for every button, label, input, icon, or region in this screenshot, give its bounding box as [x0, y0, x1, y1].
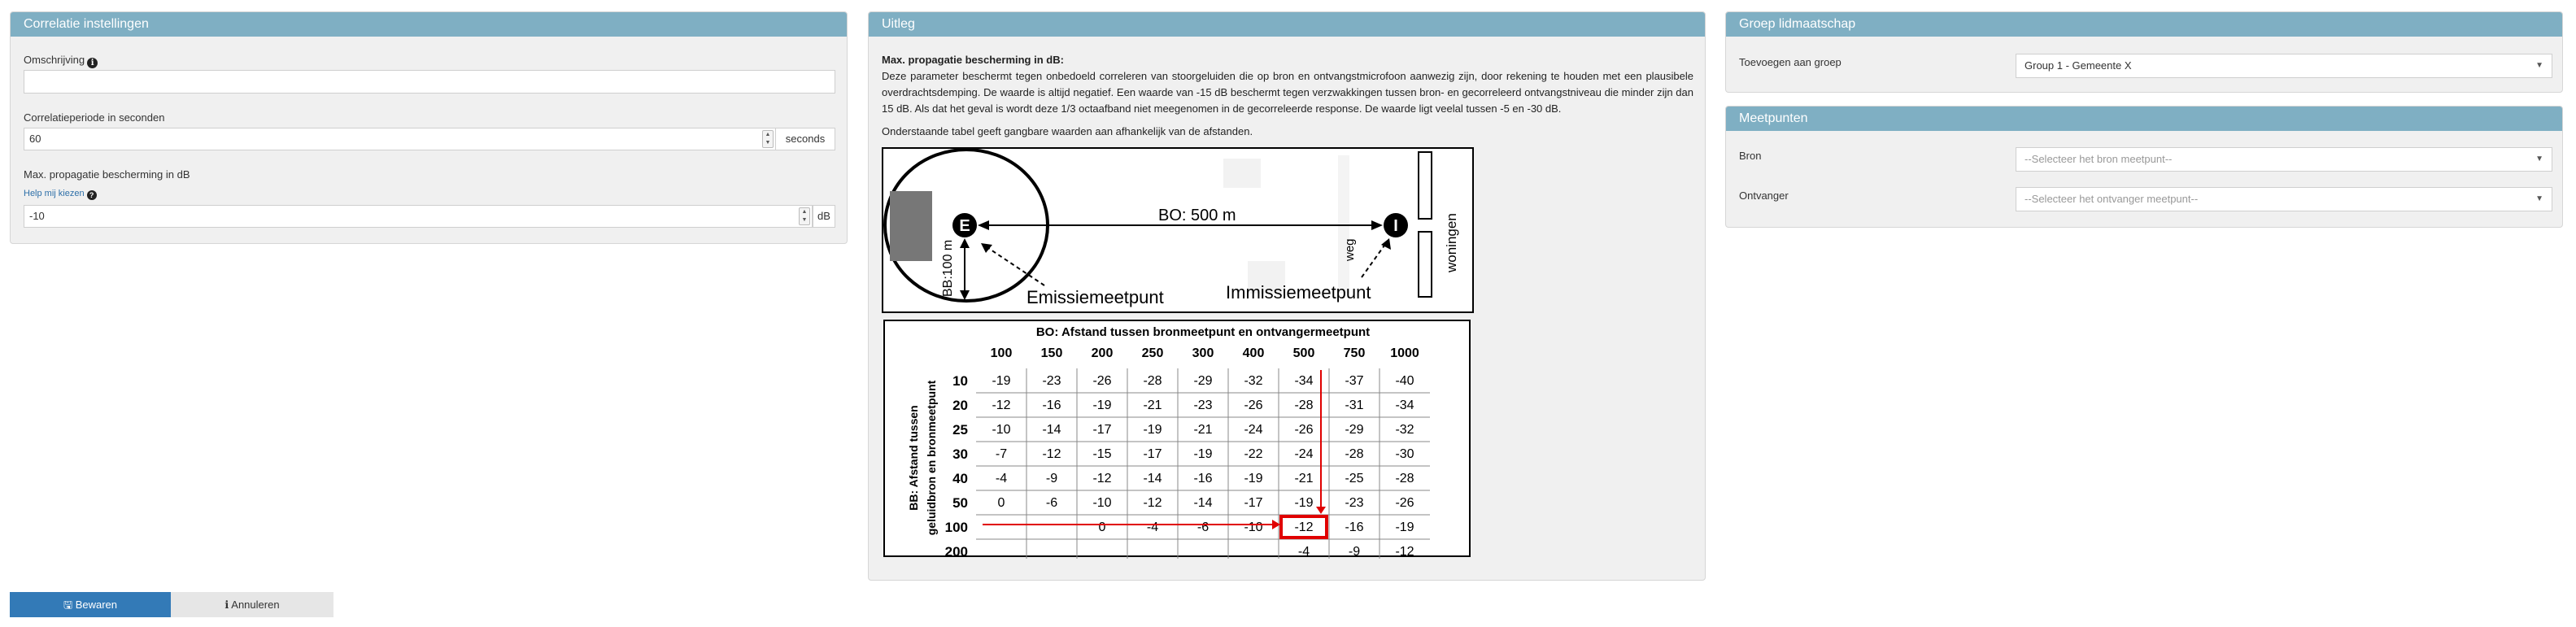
- help-link[interactable]: [24, 189, 97, 200]
- table-cell: -9: [1348, 545, 1361, 559]
- bron-select[interactable]: [2016, 147, 2552, 172]
- immissie-label: Immissiemeetpunt: [1226, 282, 1371, 303]
- table-cell: -34: [1395, 398, 1414, 412]
- table-cell: -16: [1193, 472, 1213, 485]
- table-cell: -26: [1244, 398, 1263, 412]
- table-cell: -23: [1042, 374, 1061, 388]
- row-header: 200: [944, 544, 968, 559]
- table-cell: -25: [1345, 472, 1364, 485]
- table-cell: -4: [1146, 520, 1159, 534]
- table-cell: -12: [1092, 472, 1112, 485]
- table-cell: -21: [1294, 472, 1314, 485]
- groep-select[interactable]: [2016, 54, 2552, 78]
- info-icon: ℹ: [224, 599, 229, 611]
- table-row-axis-label: BB: Afstand tussen geluidbron en bronmeetpunt: [907, 380, 938, 536]
- table-cell: -28: [1143, 374, 1162, 388]
- distance-diagram: [882, 147, 1475, 315]
- table-cell: -16: [1042, 398, 1061, 412]
- help-link-text[interactable]: Help mij kiezen: [24, 189, 85, 198]
- immission-point-letter: I: [1393, 217, 1398, 235]
- table-cell: -28: [1294, 398, 1314, 412]
- table-cell: -10: [1244, 520, 1263, 534]
- row-header: 10: [952, 373, 968, 389]
- table-cell: -19: [1395, 520, 1414, 534]
- correlatie-panel-title: Correlatie instellingen: [11, 12, 847, 37]
- table-title: BO: Afstand tussen bronmeetpunt en ontvangermeetpunt: [1035, 325, 1371, 339]
- column-header: 750: [1343, 346, 1366, 360]
- table-intro: Onderstaande tabel geeft gangbare waarden aan afhankelijk van de afstanden.: [882, 125, 1253, 137]
- uitleg-paragraph: Deze parameter beschermt tegen onbedoeld correleren van stoorgeluiden die op bron en ontvangstmicrofoon aanwezig zijn, door rekening te houden met een plausibele overdrachtsdemping. De waarde is altijd negatief. Een waarde van -15 dB beschermt tegen verzwakkingen tussen bron- en gecorreleerd ontvangstniveau die minder zijn dan 15 dB. Als dat het geval is wordt deze 1/3 octaafband niet meegenomen in de gecorreleerde response. De waarde ligt veelal tussen -5 en -30 dB.: [882, 70, 1693, 115]
- bron-label: Bron: [1739, 150, 1762, 162]
- ontvanger-select[interactable]: [2016, 187, 2552, 211]
- table-cell: 0: [997, 496, 1005, 510]
- table-cell: -6: [1196, 520, 1210, 534]
- table-cell: -19: [992, 374, 1011, 388]
- cancel-button-label: Annuleren: [231, 599, 280, 611]
- meetpunten-panel: [1725, 106, 2563, 228]
- ontvanger-label: Ontvanger: [1739, 189, 1789, 202]
- table-cell: -14: [1042, 423, 1061, 437]
- table-cell: -12: [1294, 520, 1314, 534]
- table-cell: -31: [1345, 398, 1364, 412]
- lookup-table: [883, 320, 1475, 559]
- cancel-button[interactable]: [171, 592, 333, 617]
- propagatie-unit: dB: [813, 205, 835, 228]
- table-cell: -14: [1143, 472, 1162, 485]
- column-header: 100: [990, 346, 1013, 360]
- column-header: 500: [1292, 346, 1315, 360]
- table-cell: -28: [1395, 472, 1414, 485]
- table-cell: -29: [1193, 374, 1213, 388]
- periode-label: Correlatieperiode in seconden: [24, 111, 165, 124]
- save-button-label: Bewaren: [75, 599, 117, 611]
- propagatie-label: Max. propagatie bescherming in dB: [24, 168, 190, 181]
- table-cell: -26: [1395, 496, 1414, 510]
- table-cell: -17: [1143, 447, 1162, 461]
- row-header: 20: [952, 398, 968, 413]
- info-icon[interactable]: i: [87, 58, 98, 68]
- table-cell: -29: [1345, 423, 1364, 437]
- table-border: [884, 320, 1470, 556]
- table-cell: -21: [1193, 423, 1213, 437]
- table-cell: -26: [1294, 423, 1314, 437]
- table-cell: -24: [1294, 447, 1314, 461]
- table-cell: -19: [1294, 496, 1314, 510]
- table-cell: -22: [1244, 447, 1263, 461]
- table-cell: -19: [1244, 472, 1263, 485]
- table-cell: -10: [1092, 496, 1112, 510]
- table-cell: -17: [1092, 423, 1112, 437]
- propagatie-stepper[interactable]: ▲ ▼: [799, 207, 810, 225]
- column-header: 1000: [1390, 346, 1419, 360]
- table-cell: -34: [1294, 374, 1314, 388]
- save-icon: 🖫: [63, 599, 73, 611]
- column-header: 400: [1242, 346, 1265, 360]
- uitleg-panel: [868, 11, 1706, 581]
- groep-panel-title: Groep lidmaatschap: [1726, 12, 2562, 37]
- periode-input[interactable]: [24, 128, 776, 150]
- chevron-down-icon[interactable]: ▼: [2535, 61, 2543, 70]
- emissie-label: Emissiemeetpunt: [1026, 287, 1164, 307]
- table-cell: -17: [1244, 496, 1263, 510]
- table-cell: -32: [1395, 423, 1414, 437]
- column-header: 150: [1040, 346, 1063, 360]
- table-cell: -12: [1143, 496, 1162, 510]
- column-header: 250: [1141, 346, 1164, 360]
- table-cell: -12: [1042, 447, 1061, 461]
- table-cell: -4: [995, 472, 1008, 485]
- table-cell: -19: [1092, 398, 1112, 412]
- table-cell: -12: [992, 398, 1011, 412]
- table-cell: -24: [1244, 423, 1263, 437]
- table-cell: -28: [1345, 447, 1364, 461]
- table-cell: -10: [992, 423, 1011, 437]
- table-cell: -7: [995, 447, 1008, 461]
- emission-point-letter: E: [959, 217, 970, 235]
- save-button[interactable]: [10, 592, 171, 617]
- propagatie-input[interactable]: [24, 205, 813, 228]
- periode-unit: seconds: [775, 128, 835, 150]
- chevron-down-icon[interactable]: ▼: [2535, 194, 2543, 203]
- table-cell: -23: [1193, 398, 1213, 412]
- table-cell: -21: [1143, 398, 1162, 412]
- column-header: 200: [1091, 346, 1114, 360]
- source-block: [890, 191, 932, 261]
- table-cell: -37: [1345, 374, 1364, 388]
- bo-label: BO: 500 m: [1158, 207, 1236, 224]
- table-cell: -19: [1193, 447, 1213, 461]
- road-label: weg: [1343, 238, 1357, 261]
- omschrijving-label-text: Omschrijving: [24, 54, 85, 66]
- table-cell: -9: [1045, 472, 1058, 485]
- periode-value: 60: [29, 133, 41, 145]
- question-icon[interactable]: ?: [87, 190, 97, 200]
- house-1: [1419, 152, 1432, 219]
- groep-panel: [1725, 11, 2563, 93]
- omschrijving-label: [24, 54, 98, 68]
- table-cell: -19: [1143, 423, 1162, 437]
- table-cell: -12: [1395, 545, 1414, 559]
- row-header: 50: [952, 495, 968, 511]
- chevron-down-icon[interactable]: ▼: [2535, 155, 2543, 163]
- groep-select-value: Group 1 - Gemeente X: [2025, 59, 2132, 72]
- table-cell: -26: [1092, 374, 1112, 388]
- row-header: 40: [952, 471, 968, 486]
- row-header: 100: [944, 520, 968, 535]
- meetpunten-panel-title: Meetpunten: [1726, 107, 2562, 131]
- bb-label: BB:100 m: [941, 239, 955, 297]
- table-cell: -40: [1395, 374, 1414, 388]
- row-header: 25: [952, 422, 968, 438]
- table-cell: -30: [1395, 447, 1414, 461]
- table-cell: -14: [1193, 496, 1213, 510]
- column-header: 300: [1192, 346, 1214, 360]
- table-cell: -15: [1092, 447, 1112, 461]
- table-cell: -32: [1244, 374, 1263, 388]
- omschrijving-field[interactable]: [24, 70, 835, 94]
- table-cell: -6: [1045, 496, 1058, 510]
- periode-stepper[interactable]: ▲ ▼: [762, 130, 774, 148]
- table-cell: -4: [1297, 545, 1310, 559]
- table-cell: 0: [1098, 520, 1106, 534]
- table-cell: -16: [1345, 520, 1364, 534]
- groep-label: Toevoegen aan groep: [1739, 56, 1842, 68]
- houses-label: woningen: [1444, 213, 1459, 272]
- correlatie-panel: [10, 11, 848, 244]
- house-2: [1419, 232, 1432, 297]
- ontvanger-select-placeholder: --Selecteer het ontvanger meetpunt--: [2025, 193, 2199, 205]
- propagatie-value: -10: [29, 210, 45, 222]
- uitleg-panel-title: Uitleg: [869, 12, 1705, 37]
- row-header: 30: [952, 446, 968, 462]
- bron-select-placeholder: --Selecteer het bron meetpunt--: [2025, 153, 2173, 165]
- table-cell: -23: [1345, 496, 1364, 510]
- uitleg-heading: Max. propagatie bescherming in dB:: [882, 54, 1064, 66]
